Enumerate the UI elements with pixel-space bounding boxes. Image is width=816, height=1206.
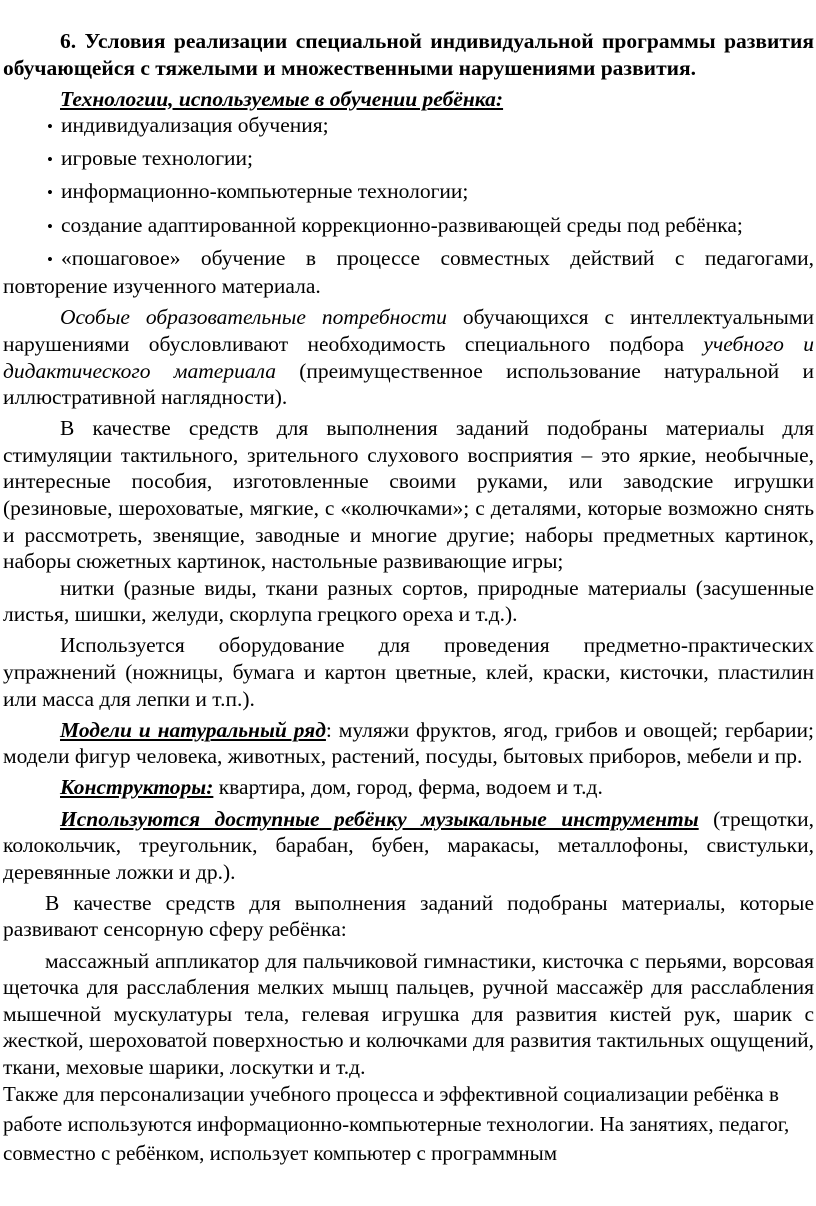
materials-paragraph-2: нитки (разные виды, ткани разных сортов, природные материалы (засушенные листья, шишки, желуди, скорлупа грецкого ореха и т.д.). xyxy=(3,575,814,627)
needs-mid: обучающихся с интеллектуальными нарушениями обусловливают необходимость специального подбора xyxy=(3,305,814,356)
sensory-list-paragraph: массажный аппликатор для пальчиковой гимнастики, кисточка с перьями, ворсовая щеточка для расслабления мелких мышц пальцев, ручной массажёр для расслабления мышечной мускулатуры тела, гелевая игрушка для развития кистей рук, шарик с жесткой, шероховатой поверхностью и колючками для развития тактильных ощущений, ткани, меховые шарики, лоскутки и т.д. xyxy=(3,948,814,1079)
bullet-icon: • xyxy=(47,150,53,170)
list-item xyxy=(3,112,814,141)
bullet-icon: • xyxy=(47,216,53,236)
equipment-paragraph: Используется оборудование для проведения предметно-практических упражнений (ножницы, бумага и картон цветные, клей, краски, кисточки, пластилин или масса для лепки и т.п.). xyxy=(3,633,814,711)
list-item xyxy=(3,212,814,241)
instruments-paragraph xyxy=(3,806,814,886)
list-item-text: игровые технологии; xyxy=(61,146,253,171)
models-label: Модели и натуральный ряд xyxy=(60,717,326,742)
bullet-icon: • xyxy=(47,183,53,203)
list-item-text: создание адаптированной коррекционно-развивающей среды под ребёнка; xyxy=(61,212,743,237)
needs-paragraph xyxy=(3,304,814,410)
needs-lead: Особые образовательные потребности xyxy=(60,305,447,330)
instruments-label: Используются доступные ребёнку музыкальные инструменты xyxy=(60,806,699,831)
sensory-intro-paragraph: В качестве средств для выполнения заданий подобраны материалы, которые развивают сенсорную сферу ребёнка: xyxy=(3,890,814,942)
list-item xyxy=(3,178,814,207)
constructors-text: квартира, дом, город, ферма, водоем и т.д. xyxy=(213,775,603,800)
bullet-icon: • xyxy=(47,117,53,137)
materials-paragraph-1: В качестве средств для выполнения заданий подобраны материалы для стимуляции тактильного, зрительного слухового восприятия – это яркие, необычные, интересные пособия, изготовленные своими руками, или заводские игрушки (резиновые, шероховатые, мягкие, с «колючками»; с деталями, которые возможно снять и рассмотреть, звенящие, заводные и многие другие; наборы предметных картинок, наборы сюжетных картинок, настольные развивающие игры; xyxy=(3,416,814,574)
section-heading: 6. Условия реализации специальной индивидуальной программы развития обучающейся с тяжелыми и множественными нарушениями развития. xyxy=(3,29,814,80)
bullet-icon: • xyxy=(47,249,53,269)
list-item-text: «пошаговое» обучение в процессе совместных действий с педагогами, повторение изученного материала. xyxy=(3,245,814,299)
needs-tail: (преимущественное использование натуральной и иллюстративной наглядности). xyxy=(3,358,814,410)
technologies-title: Технологии, используемые в обучении ребёнка: xyxy=(60,86,504,111)
needs-emph: учебного и дидактического материала xyxy=(3,331,814,383)
technologies-list xyxy=(3,112,814,300)
constructors-label: Конструкторы: xyxy=(60,775,214,800)
list-item xyxy=(3,245,814,300)
ict-paragraph: Также для персонализации учебного процесса и эффективной социализации ребёнка в работе используются информационно-компьютерные технологии. На занятиях, педагог, совместно с ребёнком, использует компьютер с программным xyxy=(3,1082,790,1166)
instruments-text: (трещотки, колокольчик, треугольник, барабан, бубен, маракасы, металлофоны, свистульки, деревянные ложки и др.). xyxy=(3,806,814,884)
list-item xyxy=(3,145,814,174)
models-paragraph xyxy=(3,717,814,770)
list-item-text: информационно-компьютерные технологии; xyxy=(61,179,469,204)
technologies-title-line xyxy=(3,86,814,113)
models-text: : муляжи фруктов, ягод, грибов и овощей; гербарии; модели фигур человека, животных, растений, посуды, бытовых приборов, мебели и пр. xyxy=(3,717,814,769)
constructors-paragraph xyxy=(3,774,814,801)
list-item-text: индивидуализация обучения; xyxy=(61,113,329,138)
